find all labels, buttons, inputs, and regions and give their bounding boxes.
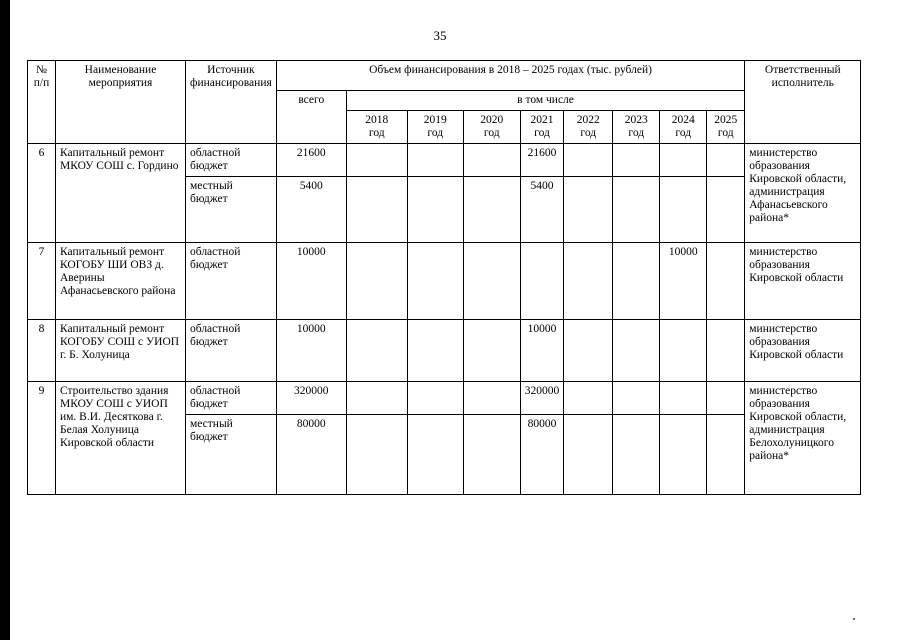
header-year: 2024 год [660, 111, 707, 144]
scan-speck [853, 618, 855, 620]
row-num: 6 [28, 144, 56, 243]
row-total: 21600 [276, 144, 346, 177]
header-total: всего [276, 91, 346, 144]
row-executor: министерство образования Кировской области [745, 243, 861, 320]
header-executor: Ответственный исполнитель [745, 61, 861, 144]
header-year: 2025 год [707, 111, 745, 144]
row-source: областной бюджет [186, 382, 277, 415]
row-2021: 10000 [520, 320, 564, 382]
financing-table [27, 60, 861, 495]
row-source: областной бюджет [186, 243, 277, 320]
row-num: 7 [28, 243, 56, 320]
header-year: 2019 год [407, 111, 463, 144]
row-source: местный бюджет [186, 177, 277, 243]
row-executor: министерство образования Кировской области, администрация Афанасьевского района* [745, 144, 861, 243]
row-name: Капитальный ремонт КОГОБУ СОШ с УИОП г. Б. Холуница [56, 320, 186, 382]
row-2021: 21600 [520, 144, 564, 177]
row-total: 5400 [276, 177, 346, 243]
row-2024: 10000 [660, 243, 707, 320]
row-executor: министерство образования Кировской области [745, 320, 861, 382]
row-num: 9 [28, 382, 56, 495]
row-total: 320000 [276, 382, 346, 415]
row-source: областной бюджет [186, 144, 277, 177]
header-volume: Объем финансирования в 2018 – 2025 годах (тыс. рублей) [276, 61, 745, 91]
header-year: 2023 год [613, 111, 660, 144]
header-year: 2022 год [564, 111, 613, 144]
header-including: в том числе [346, 91, 745, 111]
table-row [28, 144, 861, 177]
row-2021: 80000 [520, 415, 564, 495]
header-year: 2020 год [463, 111, 520, 144]
header-year: 2018 год [346, 111, 407, 144]
row-name: Капитальный ремонт МКОУ СОШ с. Гордино [56, 144, 186, 243]
page-number: 35 [433, 28, 447, 43]
row-total: 10000 [276, 243, 346, 320]
row-executor: министерство образования Кировской области, администрация Белохолуницкого района* [745, 382, 861, 495]
scan-edge [0, 0, 10, 640]
table-row [28, 382, 861, 415]
header-year: 2021 год [520, 111, 564, 144]
row-2021: 5400 [520, 177, 564, 243]
row-source: местный бюджет [186, 415, 277, 495]
header-source: Источник финансирования [186, 61, 277, 144]
row-2021: 320000 [520, 382, 564, 415]
header-num: № п/п [28, 61, 56, 144]
row-source: областной бюджет [186, 320, 277, 382]
row-name: Капитальный ремонт КОГОБУ ШИ ОВЗ д. Аверины Афанасьевского района [56, 243, 186, 320]
row-total: 10000 [276, 320, 346, 382]
table-row [28, 320, 861, 382]
row-name: Строительство здания МКОУ СОШ с УИОП им. В.И. Десяткова г. Белая Холуница Кировской области [56, 382, 186, 495]
row-num: 8 [28, 320, 56, 382]
table-row [28, 243, 861, 320]
row-total: 80000 [276, 415, 346, 495]
header-name: Наименование мероприятия [56, 61, 186, 144]
